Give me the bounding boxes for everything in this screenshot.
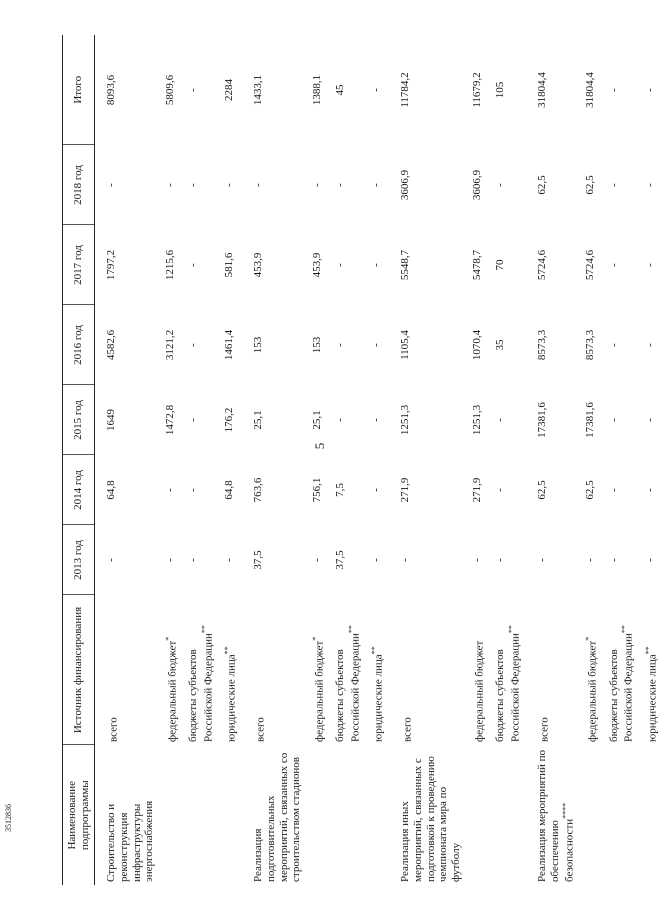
value-cell: - [310,558,323,562]
value-cell: - [643,263,656,267]
value-cell: 62,5 [535,480,548,500]
footnote-mark: * [163,636,173,641]
value-cell: 3606,9 [399,169,412,201]
program-name: Строительство и реконструкция инфраструктуры энергоснабжения [105,800,156,882]
table-row [467,35,490,885]
total-cell: 11679,2 [470,72,483,108]
total-cell: 31804,4 [584,72,597,108]
table-row [95,35,160,885]
header-year: 2017 год [63,225,95,305]
funding-source: федеральный бюджет* [310,636,326,742]
value-cell: - [584,558,597,562]
value-cell: - [370,558,383,562]
value-cell: 8573,3 [535,329,548,361]
program-name [307,745,330,885]
total-cell: 1388,1 [310,74,323,106]
value-cell: - [607,558,620,562]
funding-source: федеральный бюджет* [163,636,179,742]
funding-source: всего [402,717,415,742]
total-cell: 8093,6 [105,74,118,106]
header-year: 2016 год [63,305,95,385]
header-year: 2015 год [63,385,95,455]
table-container [62,35,659,885]
value-cell: - [223,558,236,562]
value-cell: - [607,183,620,187]
program-name [366,745,389,885]
table-row [160,35,183,885]
value-cell: - [105,558,118,562]
program-name [640,745,663,885]
program-name: Реализация мероприятий по обеспечению безопасности**** [535,749,576,882]
program-name [490,745,526,885]
value-cell: - [643,343,656,347]
value-cell: 1105,4 [399,330,412,360]
table-row [640,35,663,885]
value-cell: 17381,6 [535,402,548,438]
program-name [580,745,603,885]
program-name [183,745,219,885]
value-cell: 1070,4 [470,329,483,361]
value-cell: - [643,558,656,562]
header-year: 2014 год [63,455,95,525]
footnote-mark: ** [346,625,356,634]
value-cell: - [334,418,347,422]
value-cell: 5724,6 [584,249,597,281]
value-cell: 1461,4 [223,329,236,361]
table-row [580,35,603,885]
value-cell: - [187,488,200,492]
value-cell: - [607,488,620,492]
table-row [526,35,581,885]
total-cell: 2284 [223,79,236,101]
value-cell: - [187,343,200,347]
footnote-mark: * [310,636,320,641]
value-cell: 3121,2 [163,329,176,361]
value-cell: 8573,3 [584,329,597,361]
table-row [183,35,219,885]
value-cell: - [334,263,347,267]
value-cell: 271,9 [470,477,483,503]
value-cell: 1251,3 [399,404,412,436]
funding-source: федеральный бюджет [473,640,486,742]
value-cell: - [163,558,176,562]
value-cell: 5548,7 [399,249,412,281]
value-cell: - [470,558,483,562]
value-cell: 35 [493,339,506,351]
total-cell: - [607,88,620,92]
value-cell: - [370,418,383,422]
program-name: Реализация подготовительных мероприятий, связанных со строительством стадионов [252,752,303,882]
total-cell: 1433,1 [252,74,265,106]
total-cell: 11784,2 [399,72,412,108]
funding-source: всего [107,717,120,742]
total-cell: - [643,88,656,92]
value-cell: 25,1 [310,410,323,430]
footnote-mark: * [584,636,594,641]
funding-source: федеральный бюджет* [584,636,600,742]
total-cell: - [370,88,383,92]
value-cell: 70 [493,259,506,271]
value-cell: - [187,558,200,562]
value-cell: 153 [310,336,323,354]
value-cell: - [334,183,347,187]
funding-source: бюджеты субъектов Российской Федерации** [334,625,362,742]
table-row [604,35,640,885]
footnote-mark: ** [643,646,653,655]
header-row [63,35,95,885]
value-cell: 25,1 [252,410,265,430]
value-cell: 453,9 [252,252,265,278]
value-cell: - [643,488,656,492]
table-row [366,35,389,885]
value-cell: 1215,6 [163,249,176,281]
value-cell: - [163,183,176,187]
table-row [490,35,526,885]
value-cell: - [493,488,506,492]
value-cell: - [370,263,383,267]
header-program: Наименование подпрограммы [63,745,95,885]
funding-source: бюджеты субъектов Российской Федерации** [493,625,522,742]
value-cell: - [607,418,620,422]
value-cell: 4582,6 [105,329,118,361]
value-cell: 271,9 [399,477,412,503]
program-name [219,745,242,885]
page-number: 5 [312,442,327,450]
value-cell: 17381,6 [584,402,597,438]
value-cell: - [493,183,506,187]
footnote-mark: ** [223,646,233,655]
value-cell: 62,5 [535,175,548,195]
value-cell: 64,8 [223,480,236,500]
footnote-mark: **** [561,802,571,819]
value-cell: - [105,183,118,187]
value-cell: 5478,7 [470,249,483,281]
funding-source: бюджеты субъектов Российской Федерации** [187,625,215,742]
table-row [330,35,366,885]
value-cell: 756,1 [310,477,323,503]
value-cell: 1797,2 [105,249,118,281]
value-cell: 176,2 [223,407,236,433]
header-source: Источник финансирования [63,595,95,745]
header-total: Итого [63,35,95,145]
funding-table [62,35,663,885]
value-cell: - [187,263,200,267]
value-cell: 64,8 [105,480,118,500]
funding-source: юридические лица** [223,646,238,742]
total-cell: - [187,88,200,92]
total-cell: 105 [493,81,506,99]
value-cell: - [535,558,548,562]
value-cell: - [310,183,323,187]
value-cell: 763,6 [252,477,265,503]
value-cell: 7,5 [334,483,347,497]
table-row [219,35,242,885]
value-cell: - [607,263,620,267]
footnote-mark: ** [199,625,209,634]
value-cell: 1472,8 [163,404,176,436]
funding-source: юридические лица** [370,646,385,742]
table-row [389,35,466,885]
value-cell: - [252,183,265,187]
funding-source: юридические лица** [643,646,659,742]
funding-source: бюджеты субъектов Российской Федерации** [607,625,636,742]
value-cell: - [187,418,200,422]
value-cell: - [187,183,200,187]
value-cell: - [370,343,383,347]
value-cell: - [334,343,347,347]
value-cell: - [370,488,383,492]
header-year: 2013 год [63,525,95,595]
value-cell: 5724,6 [535,249,548,281]
program-name [604,745,640,885]
program-name [330,745,366,885]
value-cell: 1251,3 [470,404,483,436]
value-cell: - [493,418,506,422]
value-cell: - [643,418,656,422]
value-cell: 581,6 [223,252,236,278]
table-body [95,35,663,885]
program-name [160,745,183,885]
program-name: Реализация иных мероприятий, связанных с подготовкой к проведению чемпионата мира по футболу [399,756,463,882]
footnote-mark: ** [506,625,516,634]
footnote-mark: ** [620,625,630,634]
header-year: 2018 год [63,145,95,225]
program-name [467,745,490,885]
value-cell: 62,5 [584,480,597,500]
value-cell: 1649 [105,409,118,431]
value-cell: 62,5 [584,175,597,195]
value-cell: 37,5 [252,550,265,570]
value-cell: 453,9 [310,252,323,278]
value-cell: 3606,9 [470,169,483,201]
total-cell: 31804,4 [535,72,548,108]
table-row [242,35,307,885]
value-cell: - [643,183,656,187]
total-cell: 45 [334,84,347,96]
value-cell: - [493,558,506,562]
value-cell: - [399,558,412,562]
table-row [307,35,330,885]
funding-source: всего [538,717,551,742]
value-cell: - [607,343,620,347]
value-cell: 37,5 [334,550,347,570]
value-cell: - [370,183,383,187]
total-cell: 5809,6 [163,74,176,106]
value-cell: - [223,183,236,187]
value-cell: - [163,488,176,492]
footnote-mark: ** [370,646,380,655]
funding-source: всего [255,717,268,742]
value-cell: 153 [252,336,265,354]
document-code: 3512836 [4,804,13,832]
